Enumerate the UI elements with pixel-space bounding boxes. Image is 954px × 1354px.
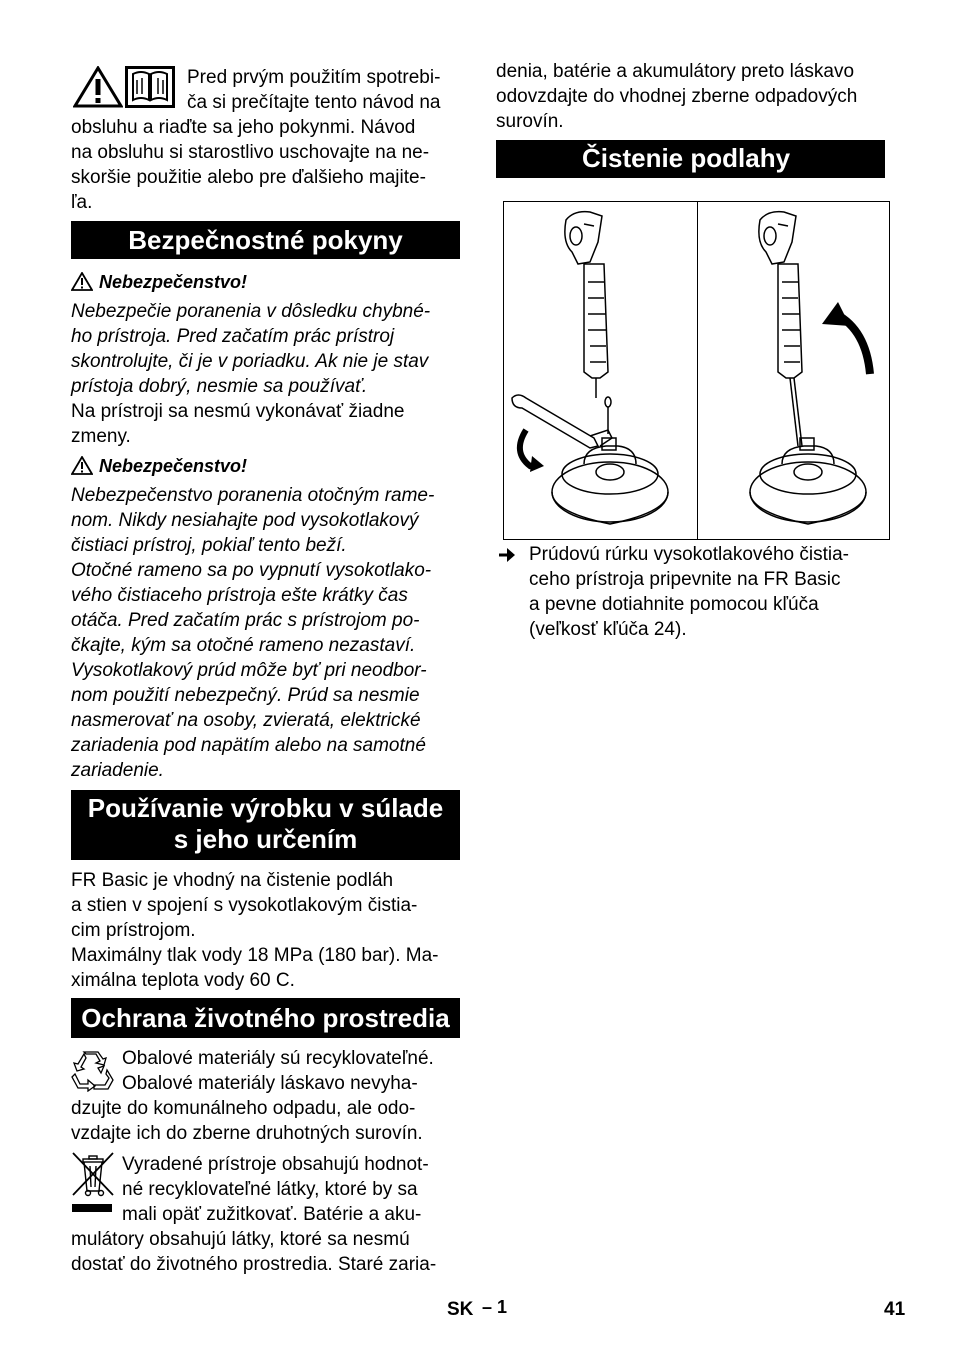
- step-line: a pevne dotiahnite pomocou kľúča: [529, 594, 819, 615]
- usage-line: Maximálny tlak vody 18 MPa (180 bar). Ma-: [71, 945, 439, 966]
- usage-heading: [71, 790, 460, 860]
- illustration-left: [504, 202, 697, 539]
- danger-line: čkajte, kým sa otočné rameno nezastaví.: [71, 635, 416, 656]
- weee-line: Vyradené prístroje obsahujú hodnot-: [122, 1154, 429, 1175]
- danger-title: [71, 454, 247, 479]
- danger-line: otáča. Pred začatím prác s prístrojom po-: [71, 610, 420, 631]
- manual-book-icon: [125, 66, 175, 108]
- intro-line: skoršie použitie alebo pre ďalšieho majite-: [71, 167, 426, 188]
- warning-triangle-icon: [71, 456, 93, 475]
- danger-line: zariadenia pod napätím alebo na samotné: [71, 735, 426, 756]
- usage-line: cim prístrojom.: [71, 920, 196, 941]
- danger-line: nom. Nikdy nesiahajte pod vysokotlakový: [71, 510, 419, 531]
- recycle-line: dzujte do komunálneho odpadu, ale odo-: [71, 1098, 416, 1119]
- weee-line: mali opäť zužitkovať. Batérie a aku-: [122, 1204, 422, 1225]
- recycle-line: vzdajte ich do zberne druhotných surovín.: [71, 1123, 423, 1144]
- danger-line: Otočné rameno sa po vypnutí vysokotlako-: [71, 560, 432, 581]
- note-line: Na prístroji sa nesmú vykonávať žiadne: [71, 401, 405, 422]
- danger-line: vého čistiaceho prístroja ešte krátky čas: [71, 585, 408, 606]
- step-line: (veľkosť kľúča 24).: [529, 619, 687, 640]
- danger-line: Vysokotlakový prúd môže byť pri neodbor-: [71, 660, 427, 681]
- continued-line: denia, batérie a akumulátory preto láskavo: [496, 61, 855, 82]
- weee-line: dostať do životného prostredia. Staré zaria-: [71, 1254, 437, 1275]
- continued-line: surovín.: [496, 111, 564, 132]
- crossed-bin-icon: [71, 1151, 115, 1215]
- intro-line: obsluhu a riaďte sa jeho pokynmi. Návod: [71, 117, 416, 138]
- floor-heading: Čistenie podlahy: [496, 140, 885, 178]
- usage-line: ximálna teplota vody 60 C.: [71, 970, 295, 991]
- danger-line: prístoja dobrý, nesmie sa používať.: [71, 376, 368, 397]
- continued-line: odovzdajte do vhodnej zberne odpadových: [496, 86, 858, 107]
- danger-title: [71, 270, 247, 295]
- weee-line: né recyklovateľné látky, ktoré by sa: [122, 1179, 418, 1200]
- danger-title-text: Nebezpečenstvo!: [99, 272, 248, 292]
- warning-triangle-icon: [73, 66, 123, 108]
- intro-line: Pred prvým použitím spotrebi-: [187, 67, 441, 88]
- intro-line: ľa.: [71, 192, 93, 213]
- usage-heading-line: s jeho určením: [173, 824, 358, 854]
- illustration-right: [698, 202, 891, 539]
- danger-line: nasmerovať na osoby, zvieratá, elektrické: [71, 710, 421, 731]
- intro-line: ča si prečítajte tento návod na: [187, 92, 441, 113]
- footer-page-sub: – 1: [482, 1297, 508, 1317]
- step-line: ceho prístroja pripevnite na FR Basic: [529, 569, 841, 590]
- page-number: 41: [884, 1299, 906, 1320]
- recycle-icon: [71, 1050, 115, 1092]
- usage-line: a stien v spojení s vysokotlakovým čistia-: [71, 895, 418, 916]
- recycle-line: Obalové materiály sú recyklovateľné.: [122, 1048, 434, 1069]
- usage-line: FR Basic je vhodný na čistenie podláh: [71, 870, 394, 891]
- danger-line: zariadenie.: [71, 760, 164, 781]
- danger-line: čistiaci prístroj, pokiaľ tento beží.: [71, 535, 347, 556]
- warning-triangle-icon: [71, 272, 93, 291]
- danger-title-text: Nebezpečenstvo!: [99, 456, 248, 476]
- usage-heading-line: Používanie výrobku v súlade: [87, 793, 444, 823]
- safety-heading: Bezpečnostné pokyny: [71, 221, 460, 259]
- assembly-illustration: [503, 201, 890, 540]
- intro-line: na obsluhu si starostlivo uschovajte na ne-: [71, 142, 430, 163]
- weee-line: mulátory obsahujú látky, ktoré sa nesmú: [71, 1229, 410, 1250]
- arrow-right-icon: [498, 547, 516, 563]
- danger-line: Nebezpečie poranenia v dôsledku chybné-: [71, 301, 431, 322]
- danger-line: skontrolujte, či je v poriadku. Ak nie je stav: [71, 351, 429, 372]
- note-line: zmeny.: [71, 426, 131, 447]
- step-line: Prúdovú rúrku vysokotlakového čistia-: [529, 544, 849, 565]
- danger-line: ho prístroja. Pred začatím prác prístroj: [71, 326, 395, 347]
- environment-heading: Ochrana životného prostredia: [71, 998, 460, 1038]
- footer-lang: SK: [447, 1299, 474, 1320]
- recycle-line: Obalové materiály láskavo nevyha-: [122, 1073, 418, 1094]
- danger-line: Nebezpečenstvo poranenia otočným rame-: [71, 485, 435, 506]
- danger-line: nom použití nebezpečný. Prúd sa nesmie: [71, 685, 420, 706]
